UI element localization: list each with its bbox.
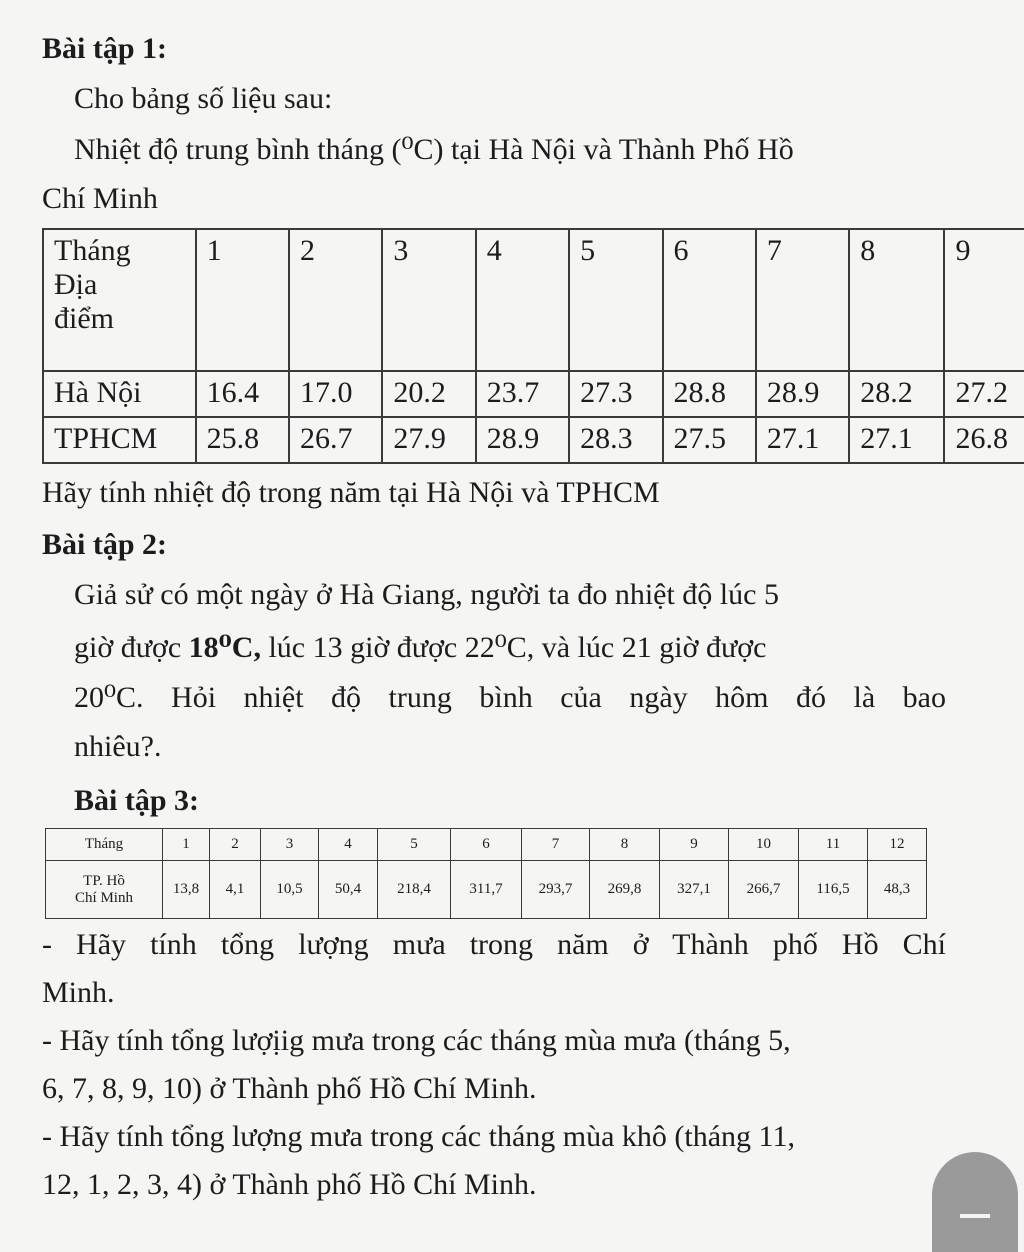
- value-cell: 327,1: [660, 861, 729, 919]
- month-cell: 1: [196, 229, 289, 371]
- exercise-2-line2: [74, 630, 766, 665]
- line2-part-c: lúc 13 giờ được 22⁰C, và lúc 21 giờ được: [260, 631, 767, 664]
- header-line-month: Tháng: [54, 234, 131, 267]
- value-cell: 20.2: [382, 371, 475, 417]
- month-cell: 8: [849, 229, 944, 371]
- value-cell: 16.4: [196, 371, 289, 417]
- rainfall-value-row: [46, 861, 927, 919]
- exercise-1-caption-line1: Nhiệt độ trung bình tháng (⁰C) tại Hà Nội và Thành Phố Hồ: [74, 133, 794, 166]
- exercise-2-line1: Giả sử có một ngày ở Hà Giang, người ta đo nhiệt độ lúc 5: [74, 578, 779, 611]
- value-cell: 28.9: [756, 371, 849, 417]
- value-cell: 27.1: [756, 417, 849, 463]
- exercise-1-question: Hãy tính nhiệt độ trong năm tại Hà Nội và TPHCM: [42, 476, 660, 509]
- month-cell: 3: [261, 829, 319, 861]
- exercise-3-q1-line1: - Hãy tính tổng lượng mưa trong năm ở Thành phố Hồ Chí: [42, 928, 946, 961]
- exercise-3-q3-line2: 12, 1, 2, 3, 4) ở Thành phố Hồ Chí Minh.: [42, 1168, 537, 1201]
- value-cell: 27.1: [849, 417, 944, 463]
- value-cell: 27.9: [382, 417, 475, 463]
- month-cell: 4: [319, 829, 378, 861]
- exercise-1-heading: Bài tập 1:: [42, 32, 168, 65]
- exercise-1-intro: Cho bảng số liệu sau:: [74, 82, 333, 115]
- table-header-row: [43, 229, 1024, 371]
- place-cell: TPHCM: [43, 417, 196, 463]
- exercise-3-heading: Bài tập 3:: [74, 784, 200, 817]
- value-cell: 269,8: [590, 861, 660, 919]
- place-line1: TP. Hồ: [83, 872, 125, 889]
- value-cell: 266,7: [729, 861, 799, 919]
- header-line-place-2: điểm: [54, 302, 114, 335]
- month-cell: 9: [660, 829, 729, 861]
- value-cell: 10,5: [261, 861, 319, 919]
- value-cell: 218,4: [378, 861, 451, 919]
- value-cell: 28.9: [476, 417, 569, 463]
- exercise-1-caption-line2: Chí Minh: [42, 182, 158, 215]
- value-cell: 27.5: [663, 417, 756, 463]
- avatar-icon[interactable]: [932, 1152, 1018, 1252]
- value-cell: 311,7: [451, 861, 522, 919]
- line2-part-b: 18⁰C,: [188, 631, 261, 664]
- exercise-3-q3-line1: - Hãy tính tổng lượng mưa trong các tháng mùa khô (tháng 11,: [42, 1120, 795, 1153]
- month-cell: 6: [663, 229, 756, 371]
- value-cell: 28.3: [569, 417, 662, 463]
- header-line-place-1: Địa: [54, 268, 98, 301]
- table-row-hanoi: [43, 371, 1024, 417]
- temperature-table: [42, 228, 1024, 464]
- header-cell: [43, 229, 196, 371]
- value-cell: 48,3: [868, 861, 927, 919]
- value-cell: 28.2: [849, 371, 944, 417]
- month-cell: 7: [522, 829, 590, 861]
- month-cell: 3: [382, 229, 475, 371]
- exercise-2-line3: 20⁰C. Hỏi nhiệt độ trung bình của ngày hôm đó là bao: [74, 681, 946, 714]
- rainfall-table: [45, 828, 927, 919]
- place-line2: Chí Minh: [75, 889, 133, 906]
- month-cell: 1: [163, 829, 210, 861]
- value-cell: 13,8: [163, 861, 210, 919]
- month-cell: 5: [378, 829, 451, 861]
- exercise-2-heading: Bài tập 2:: [42, 528, 168, 561]
- month-cell: 2: [210, 829, 261, 861]
- month-cell: 12: [868, 829, 927, 861]
- rainfall-header-row: [46, 829, 927, 861]
- value-cell: 26.8: [944, 417, 1024, 463]
- place-cell: Hà Nội: [43, 371, 196, 417]
- avatar-mark: [960, 1214, 990, 1218]
- place-cell: [46, 861, 163, 919]
- month-cell: 5: [569, 229, 662, 371]
- table-row-tphcm: [43, 417, 1024, 463]
- value-cell: 23.7: [476, 371, 569, 417]
- line2-part-a: giờ được: [74, 631, 189, 664]
- value-cell: 25.8: [196, 417, 289, 463]
- exercise-3-q1-line2: Minh.: [42, 976, 115, 1009]
- value-cell: 293,7: [522, 861, 590, 919]
- month-cell: 2: [289, 229, 382, 371]
- value-cell: 4,1: [210, 861, 261, 919]
- month-cell: 10: [729, 829, 799, 861]
- value-cell: 27.2: [944, 371, 1024, 417]
- exercise-2-line4: nhiêu?.: [74, 730, 162, 763]
- month-cell: 7: [756, 229, 849, 371]
- month-cell: 11: [799, 829, 868, 861]
- exercise-3-q2-line2: 6, 7, 8, 9, 10) ở Thành phố Hồ Chí Minh.: [42, 1072, 537, 1105]
- value-cell: 27.3: [569, 371, 662, 417]
- value-cell: 50,4: [319, 861, 378, 919]
- value-cell: 17.0: [289, 371, 382, 417]
- month-label-cell: Tháng: [46, 829, 163, 861]
- month-cell: 9: [944, 229, 1024, 371]
- value-cell: 28.8: [663, 371, 756, 417]
- month-cell: 4: [476, 229, 569, 371]
- exercise-3-q2-line1: - Hãy tính tổng lượịig mưa trong các tháng mùa mưa (tháng 5,: [42, 1024, 791, 1057]
- value-cell: 26.7: [289, 417, 382, 463]
- month-cell: 8: [590, 829, 660, 861]
- value-cell: 116,5: [799, 861, 868, 919]
- month-cell: 6: [451, 829, 522, 861]
